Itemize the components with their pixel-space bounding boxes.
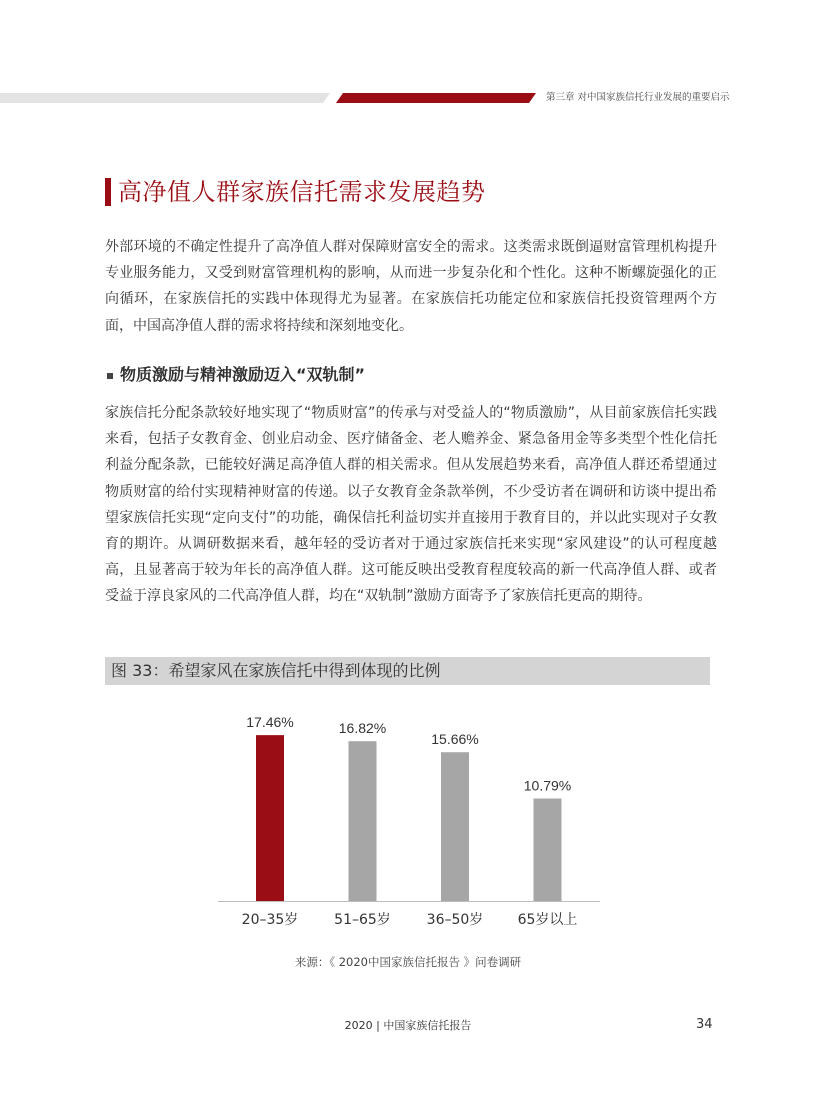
bar-1 xyxy=(256,735,284,901)
bar-3 xyxy=(441,752,469,901)
chapter-title: 第三章 对中国家族信托行业发展的重要启示 xyxy=(546,92,730,103)
bar-4 xyxy=(534,798,562,901)
category-label: 36–50岁 xyxy=(426,912,484,928)
category-label: 51–65岁 xyxy=(334,912,391,928)
figure-title-band xyxy=(105,657,710,685)
bar-value-label: 15.66% xyxy=(431,731,479,748)
body-paragraph: 家族信托分配条款较好地实现了“物质财富”的传承与对受益人的“物质激励”，从目前家族信托实践来看，包括子女教育金、创业启动金、医疗储备金、老人赡养金、紧急备用金等多类型个性化信托利益分配条款，已能较好满足高净值人群的相关需求。但从发展趋势来看，高净值人群还希望通过物质财富的给付实现精神财富的传递。以子女教育金条款举例，不少受访者在调研和访谈中提出希望家族信托实现“定向支付”的功能，确保信托利益切实并直接用于教育目的，并以此实现对子女教育的期许。从调研数据来看，越年轻的受访者对于通过家族信托来实现“家风建设”的认可程度越高，且显著高于较为年长的高净值人群。这可能反映出受教育程度较高的新一代高净值人群、或者受益于淳良家风的二代高净值人群，均在“双轨制”激励方面寄予了家族信托更高的期待。 xyxy=(105,405,717,605)
page-number: 34 xyxy=(696,1017,713,1032)
section-title: 高净值人群家族信托需求发展趋势 xyxy=(118,178,486,206)
title-accent-bar xyxy=(105,178,111,206)
footer-report-title: 2020 | 中国家族信托报告 xyxy=(344,1019,472,1032)
bar-chart xyxy=(0,700,816,940)
category-label: 20–35岁 xyxy=(241,912,299,928)
subsection-heading: 物质激励与精神激励迈入“双轨制” xyxy=(120,365,366,384)
figure-title: 图 33：希望家风在家族信托中得到体现的比例 xyxy=(111,661,441,680)
bar-2 xyxy=(349,741,377,901)
bar-value-label: 17.46% xyxy=(246,714,294,731)
intro-paragraph: 外部环境的不确定性提升了高净值人群对保障财富安全的需求。这类需求既倒逼财富管理机构提升专业服务能力，又受到财富管理机构的影响，从而进一步复杂化和个性化。这种不断螺旋强化的正向循环，在家族信托的实践中体现得尤为显著。在家族信托功能定位和家族信托投资管理两个方面，中国高净值人群的需求将持续和深刻地变化。 xyxy=(105,239,717,334)
bar-value-label: 10.79% xyxy=(523,777,572,794)
header-red-stripe xyxy=(336,93,536,103)
figure-source: 来源：《 2020中国家族信托报告 》问卷调研 xyxy=(294,955,522,969)
category-label: 65岁以上 xyxy=(517,912,578,928)
bar-value-label: 16.82% xyxy=(338,720,387,737)
subheading-bullet xyxy=(107,373,113,379)
header-grey-stripe xyxy=(0,93,330,103)
